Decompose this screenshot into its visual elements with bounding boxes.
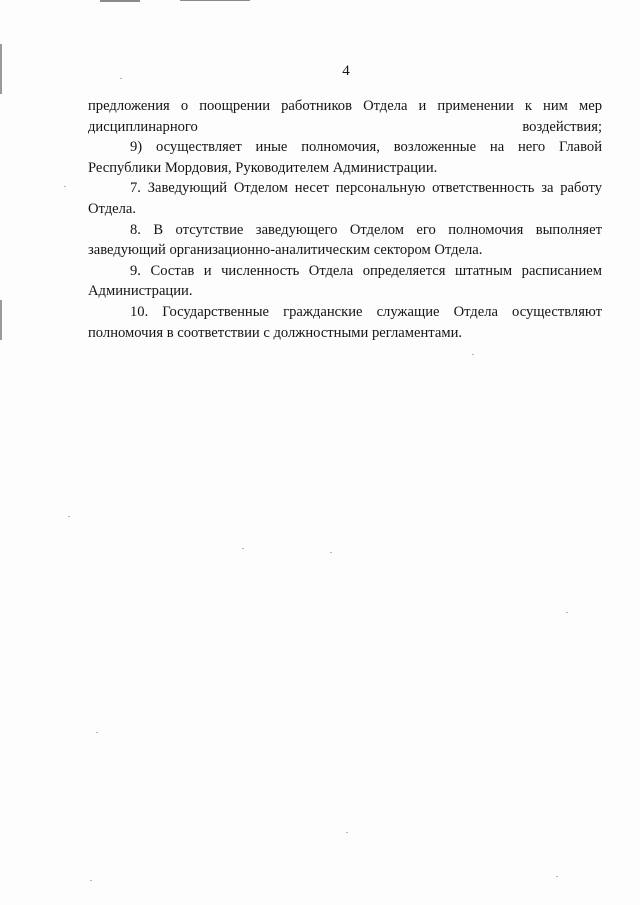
scan-speck — [330, 552, 332, 553]
scan-mark-top — [180, 0, 250, 1]
scan-speck — [472, 354, 474, 355]
paragraph-item-9: 9) осуществляет иные полномочия, возложенные на него Главой Республики Мордовия, Руководителем Администрации. — [88, 139, 602, 176]
scan-speck — [346, 832, 348, 833]
scan-edge-left — [0, 44, 2, 94]
scan-speck — [90, 880, 92, 881]
paragraph-7: 7. Заведующий Отделом несет персональную ответственность за работу Отдела. — [88, 180, 602, 217]
scan-speck — [556, 876, 558, 877]
scan-edge-left — [0, 300, 2, 340]
paragraph-9: 9. Состав и численность Отдела определяется штатным расписанием Администрации. — [88, 262, 602, 300]
paragraph-continuation: предложения о поощрении работников Отдела и применении к ним мер дисциплинарного воздействия; — [88, 98, 602, 135]
scan-mark-top — [100, 0, 140, 2]
document-body — [88, 96, 602, 343]
scan-speck — [566, 612, 568, 613]
scan-speck — [64, 186, 66, 187]
scan-speck — [242, 548, 244, 549]
page-number: 4 — [342, 63, 350, 79]
scan-speck — [68, 516, 70, 517]
scan-speck — [96, 732, 98, 733]
paragraph-8: 8. В отсутствие заведующего Отделом его полномочия выполняет заведующий организационно-аналитическим сектором Отдела. — [88, 221, 602, 259]
paragraph-10: 10. Государственные гражданские служащие Отдела осуществляют полномочия в соответствии с должностными регламентами. — [88, 303, 602, 341]
